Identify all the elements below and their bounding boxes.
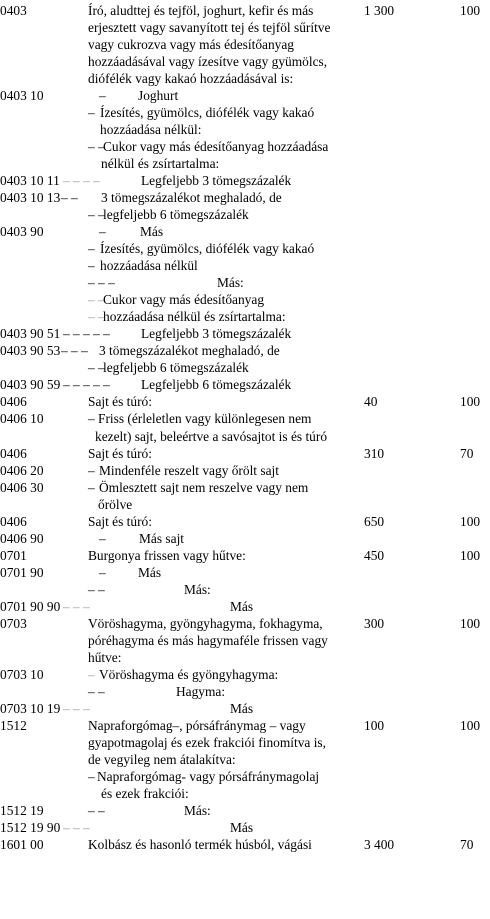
tariff-code: 1512 [0, 717, 27, 733]
table-row [0, 36, 490, 53]
description: kezelt) sajt, beleértve a savósajtot is és túró [95, 428, 328, 444]
description: Sajt és túró: [88, 394, 152, 410]
description: Író, aludttej és tejföl, joghurt, kefir és más [88, 3, 314, 18]
description: Kolbász és hasonló termék húsból, vágási [88, 836, 312, 852]
table-row [0, 513, 490, 530]
description: Friss (érleletlen vagy különlegesen nem [98, 411, 312, 427]
rate: 100 [460, 513, 481, 529]
description: 3 tömegszázalékot meghaladó, de [101, 190, 282, 206]
indent-dashes: – – – [88, 275, 115, 291]
description: Sajt és túró: [88, 513, 152, 529]
tariff-code: 0703 10 [0, 666, 44, 682]
indent-dashes: – [88, 411, 95, 427]
indent-dashes: – – [88, 207, 105, 223]
description: hozzáadása nélkül: [100, 122, 202, 138]
description: Más [140, 224, 164, 240]
table-row [0, 342, 490, 359]
indent-dashes: – [88, 105, 95, 121]
description: Legfeljebb 3 tömegszázalék [141, 326, 292, 342]
description: Ömlesztett sajt nem reszelve vagy nem [99, 479, 309, 495]
tariff-code: 0701 90 90 [0, 598, 61, 614]
table-row [0, 785, 490, 802]
description: Sajt és túró: [88, 445, 152, 461]
tariff-code: 0406 [0, 445, 27, 461]
tariff-code: 0406 [0, 513, 27, 529]
tariff-code: 0406 90 [0, 530, 44, 546]
description: Ízesítés, gyümölcs, diófélék vagy kakaó [100, 105, 315, 121]
table-row [0, 325, 490, 342]
indent-dashes: – [88, 768, 95, 784]
table-row [0, 479, 490, 496]
table-row [0, 683, 490, 700]
indent-dashes: – [88, 479, 95, 495]
tariff-code: 0403 90 53 [0, 343, 61, 359]
description: Más [230, 598, 254, 614]
table-row [0, 410, 490, 427]
description: Más: [184, 802, 211, 818]
description: Ízesítés, gyümölcs, diófélék vagy kakaó [100, 241, 315, 257]
table-row [0, 291, 490, 308]
table-row [0, 53, 490, 70]
indent-dashes: – [88, 241, 95, 257]
table-row [0, 819, 490, 836]
table-row [0, 649, 490, 666]
description: 3 tömegszázalékot meghaladó, de [99, 343, 280, 359]
table-row [0, 274, 490, 291]
description: Más [230, 700, 254, 716]
indent-dashes: – – – – [63, 173, 100, 189]
indent-dashes: – [88, 666, 95, 682]
tariff-code: 1601 00 [0, 836, 44, 852]
table-row [0, 206, 490, 223]
indent-dashes: – – [88, 139, 105, 155]
indent-dashes: – – – [61, 343, 88, 359]
indent-dashes: – [99, 530, 106, 546]
table-row [0, 547, 490, 564]
tariff-code: 0403 [0, 3, 27, 18]
tariff-code: 0403 90 [0, 224, 44, 240]
description: és ezek frakciói: [101, 785, 189, 801]
tariff-code: 0406 10 [0, 411, 44, 427]
table-row [0, 496, 490, 513]
description: legfeljebb 6 tömegszázalék [103, 207, 249, 223]
table-row [0, 70, 490, 87]
description: Más: [217, 275, 244, 291]
description: legfeljebb 6 tömegszázalék [103, 360, 249, 376]
table-row [0, 445, 490, 462]
description: Legfeljebb 6 tömegszázalék [141, 377, 292, 393]
tariff-code: 0406 [0, 394, 27, 410]
quantity: 1 300 [364, 3, 395, 18]
description: hozzáadásával vagy ízesítve vagy gyümölcs, [88, 54, 328, 70]
quantity: 650 [364, 513, 385, 529]
indent-dashes: – [88, 258, 95, 274]
table-row [0, 376, 490, 393]
tariff-code: 1512 19 [0, 802, 44, 818]
description: hozzáadása nélkül [100, 258, 198, 274]
description: hűtve: [88, 649, 122, 665]
table-row [0, 257, 490, 274]
table-row [0, 734, 490, 751]
indent-dashes: – – [88, 683, 105, 699]
tariff-code: 0403 10 11 [0, 173, 60, 189]
table-row [0, 768, 490, 785]
table-row [0, 598, 490, 615]
indent-dashes: – – [88, 360, 105, 376]
tariff-code: 0403 90 59 [0, 377, 61, 393]
description: diófélék vagy kakaó hozzáadásával is: [88, 71, 294, 87]
description: Napraforgómag- vagy pórsáfránymagolaj [97, 768, 320, 784]
table-row [0, 189, 490, 206]
tariff-code: 1512 19 90 [0, 819, 61, 835]
indent-dashes: – [99, 564, 106, 580]
table-row [0, 717, 490, 734]
description: póréhagyma és más hagymaféle frissen vagy [88, 632, 328, 648]
tariff-code: 0701 [0, 547, 27, 563]
table-row [0, 666, 490, 683]
tariff-code: 0403 10 [0, 88, 44, 104]
table-row [0, 700, 490, 717]
description: Mindenféle reszelt vagy őrölt sajt [99, 462, 279, 478]
indent-dashes: – – [88, 292, 105, 308]
tariff-code: 0406 30 [0, 479, 44, 495]
tariff-code: 0403 10 13 [0, 190, 61, 206]
description: Legfeljebb 3 tömegszázalék [141, 173, 292, 189]
description: Más [230, 819, 254, 835]
table-row [0, 428, 490, 445]
description: nélkül és zsírtartalma: [101, 156, 220, 172]
description: Cukor vagy más édesítőanyag [103, 292, 265, 308]
indent-dashes: – – [88, 581, 105, 597]
table-row [0, 615, 490, 632]
indent-dashes: – [99, 224, 106, 240]
table-row [0, 581, 490, 598]
indent-dashes: – – – – – [63, 326, 110, 342]
table-row [0, 2, 490, 19]
indent-dashes: – – – [63, 598, 90, 614]
table-row [0, 802, 490, 819]
table-row [0, 104, 490, 121]
description: Vöröshagyma és gyöngyhagyma: [99, 666, 279, 682]
quantity: 450 [364, 547, 385, 563]
rate: 100 [460, 717, 481, 733]
rate: 100 [460, 394, 481, 410]
description: Más [138, 564, 162, 580]
table-row [0, 155, 490, 172]
table-row [0, 530, 490, 547]
rate: 70 [460, 836, 474, 852]
rate: 100 [460, 3, 481, 18]
description: gyapotmagolaj és ezek frakciói finomítva is, [88, 734, 326, 750]
quantity: 310 [364, 445, 385, 461]
tariff-code: 0403 90 51 [0, 326, 61, 342]
rate: 100 [460, 547, 481, 563]
description: Napraforgómag–, pórsáfránymag – vagy [88, 717, 306, 733]
description: Más: [184, 581, 211, 597]
description: de vegyileg nem átalakítva: [88, 751, 236, 767]
description: Vöröshagyma, gyöngyhagyma, fokhagyma, [88, 615, 323, 631]
tariff-code: 0703 10 19 [0, 700, 61, 716]
indent-dashes: – [99, 88, 106, 104]
table-row [0, 393, 490, 410]
description: Hagyma: [176, 683, 226, 699]
tariff-code: 0406 20 [0, 462, 44, 478]
table-row [0, 632, 490, 649]
table-row [0, 138, 490, 155]
quantity: 3 400 [364, 836, 395, 852]
description: hozzáadása nélkül és zsírtartalma: [103, 309, 286, 325]
rate: 100 [460, 615, 481, 631]
table-row [0, 564, 490, 581]
description: Burgonya frissen vagy hűtve: [88, 547, 246, 563]
table-row [0, 87, 490, 104]
description: Cukor vagy más édesítőanyag hozzáadása [103, 139, 329, 155]
table-row [0, 121, 490, 138]
table-row [0, 223, 490, 240]
indent-dashes: – – – [63, 700, 90, 716]
table-row [0, 240, 490, 257]
rate: 70 [460, 445, 474, 461]
indent-dashes: – – [61, 190, 78, 206]
table-row [0, 359, 490, 376]
description: erjesztett vagy savanyított tej és tejföl sűrítve [88, 20, 331, 36]
tariff-code: 0701 90 [0, 564, 44, 580]
table-row [0, 836, 490, 853]
indent-dashes: – – – [63, 819, 90, 835]
indent-dashes: – – – – – [63, 377, 110, 393]
table-row [0, 751, 490, 768]
indent-dashes: – – [88, 309, 105, 325]
description: vagy cukrozva vagy más édesítőanyag [88, 37, 294, 53]
quantity: 40 [364, 394, 378, 410]
tariff-code: 0703 [0, 615, 27, 631]
quantity: 100 [364, 717, 385, 733]
table-row [0, 462, 490, 479]
table-row [0, 172, 490, 189]
indent-dashes: – – [88, 802, 105, 818]
table-row [0, 308, 490, 325]
table-row [0, 19, 490, 36]
description: Joghurt [138, 88, 179, 104]
description: őrölve [98, 496, 133, 512]
quantity: 300 [364, 615, 385, 631]
description: Más sajt [139, 530, 185, 546]
indent-dashes: – [88, 462, 95, 478]
